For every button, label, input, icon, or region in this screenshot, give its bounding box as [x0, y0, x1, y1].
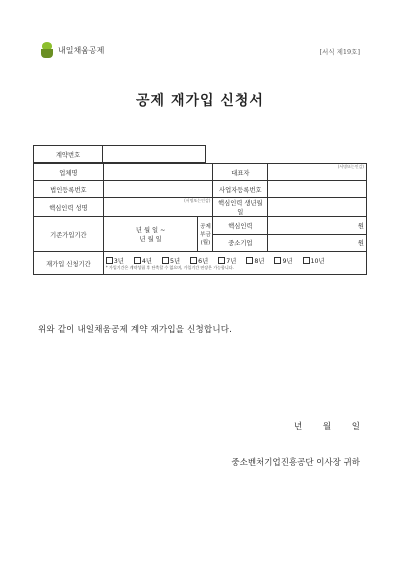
page-title: 공제 재가입 신청서 — [136, 93, 264, 109]
checkbox-icon[interactable] — [134, 257, 141, 264]
rejoin-option[interactable]: 4년 — [134, 258, 152, 265]
rejoin-option[interactable]: 7년 — [218, 258, 236, 265]
key-person-birth-label: 핵심인력 생년월일 — [213, 198, 268, 217]
company-label: 업체명 — [34, 164, 104, 181]
rejoin-note: * 가입기간은 계약성립 후 단축할 수 없으며, 가입기간 연장은 가능합니다. — [105, 264, 234, 270]
biz-reg-field[interactable] — [268, 181, 367, 198]
checkbox-icon[interactable] — [106, 257, 113, 264]
addressee: 중소벤처기업진흥공단 이사장 귀하 — [231, 458, 360, 468]
won-unit: 원 — [357, 240, 364, 248]
corp-reg-field[interactable] — [103, 181, 213, 198]
key-person-amount-field[interactable] — [268, 217, 367, 235]
rejoin-options — [106, 256, 364, 265]
deduction-label: 공제 부금 (월) — [198, 217, 213, 252]
checkbox-icon[interactable] — [162, 257, 169, 264]
form-number: [서식 제19호] — [319, 48, 360, 56]
key-person-row-label: 핵심인력 — [213, 217, 268, 235]
period-end: 년 월 일 — [139, 236, 162, 243]
won-unit: 원 — [357, 222, 364, 230]
rejoin-option[interactable]: 8년 — [246, 258, 264, 265]
ceo-label: 대표자 — [213, 164, 268, 181]
corp-reg-label: 법인등록번호 — [34, 181, 104, 198]
key-person-birth-field[interactable] — [268, 198, 367, 217]
rejoin-period-label: 재가입 신청기간 — [34, 252, 104, 275]
checkbox-icon[interactable] — [303, 257, 310, 264]
ceo-sign-hint: (서명또는인감) — [337, 164, 364, 169]
rejoin-option[interactable]: 3년 — [106, 258, 124, 265]
rejoin-option[interactable]: 6년 — [190, 258, 208, 265]
checkbox-icon[interactable] — [246, 257, 253, 264]
key-person-name-label: 핵심인력 성명 — [34, 198, 104, 217]
rejoin-option[interactable]: 5년 — [162, 258, 180, 265]
rejoin-option[interactable]: 10년 — [303, 258, 325, 265]
period-field[interactable] — [103, 217, 198, 252]
application-table — [33, 163, 367, 275]
ceo-field[interactable] — [268, 164, 367, 181]
checkbox-icon[interactable] — [274, 257, 281, 264]
contract-table — [33, 145, 206, 163]
date-line: 년 월 일 — [293, 422, 360, 432]
sme-amount-field[interactable] — [268, 234, 367, 252]
contract-no-label: 계약번호 — [34, 146, 103, 163]
period-label: 기존가입기간 — [34, 217, 104, 252]
contract-no-field[interactable] — [103, 146, 206, 163]
sme-row-label: 중소기업 — [213, 234, 268, 252]
company-field[interactable] — [103, 164, 213, 181]
logo — [40, 42, 104, 58]
biz-reg-label: 사업자등록번호 — [213, 181, 268, 198]
checkbox-icon[interactable] — [218, 257, 225, 264]
statement: 위와 같이 내일채움공제 계약 재가입을 신청합니다. — [38, 325, 233, 335]
logo-mark-icon — [40, 42, 54, 58]
rejoin-period-field — [103, 252, 366, 275]
checkbox-icon[interactable] — [190, 257, 197, 264]
key-person-sign-hint: (서명또는인감) — [184, 198, 211, 203]
logo-text: 내일채움공제 — [58, 45, 105, 55]
rejoin-option[interactable]: 9년 — [274, 258, 292, 265]
key-person-name-field[interactable] — [103, 198, 213, 217]
period-start: 년 월 일 ~ — [135, 227, 166, 234]
